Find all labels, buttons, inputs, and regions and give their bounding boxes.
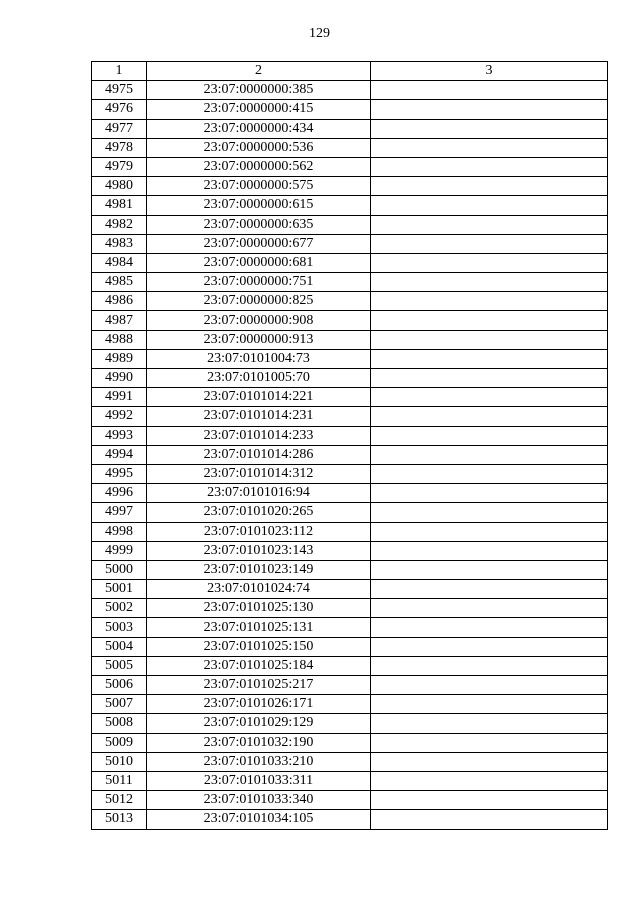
note-cell — [371, 157, 608, 176]
table-row — [92, 311, 608, 330]
table-row — [92, 484, 608, 503]
cadastral-number-cell: 23:07:0101014:221 — [147, 388, 371, 407]
note-cell — [371, 618, 608, 637]
cadastral-number-cell: 23:07:0101025:131 — [147, 618, 371, 637]
row-number-cell: 4980 — [92, 177, 147, 196]
column-header-1: 1 — [92, 62, 147, 81]
note-cell — [371, 503, 608, 522]
cadastral-number-cell: 23:07:0101016:94 — [147, 484, 371, 503]
note-cell — [371, 388, 608, 407]
row-number-cell: 5005 — [92, 656, 147, 675]
row-number-cell: 4982 — [92, 215, 147, 234]
cadastral-number-cell: 23:07:0000000:635 — [147, 215, 371, 234]
table-row — [92, 733, 608, 752]
row-number-cell: 4987 — [92, 311, 147, 330]
note-cell — [371, 637, 608, 656]
table-row — [92, 138, 608, 157]
note-cell — [371, 752, 608, 771]
row-number-cell: 4981 — [92, 196, 147, 215]
note-cell — [371, 695, 608, 714]
table-row — [92, 560, 608, 579]
cadastral-number-cell: 23:07:0101014:286 — [147, 445, 371, 464]
note-cell — [371, 676, 608, 695]
note-cell — [371, 100, 608, 119]
table-row — [92, 714, 608, 733]
table-row — [92, 541, 608, 560]
table-row — [92, 522, 608, 541]
table-row — [92, 330, 608, 349]
note-cell — [371, 215, 608, 234]
table-row — [92, 292, 608, 311]
note-cell — [371, 253, 608, 272]
row-number-cell: 4979 — [92, 157, 147, 176]
table-row — [92, 464, 608, 483]
table-row — [92, 752, 608, 771]
row-number-cell: 5003 — [92, 618, 147, 637]
cadastral-number-cell: 23:07:0101014:231 — [147, 407, 371, 426]
cadastral-number-cell: 23:07:0101025:217 — [147, 676, 371, 695]
cadastral-number-cell: 23:07:0101024:74 — [147, 580, 371, 599]
table-header-row — [92, 62, 608, 81]
table-row — [92, 215, 608, 234]
cadastral-number-cell: 23:07:0000000:434 — [147, 119, 371, 138]
table-row — [92, 177, 608, 196]
table-row — [92, 253, 608, 272]
cadastral-number-cell: 23:07:0101025:130 — [147, 599, 371, 618]
table-row — [92, 503, 608, 522]
table-row — [92, 119, 608, 138]
note-cell — [371, 234, 608, 253]
note-cell — [371, 426, 608, 445]
cadastral-number-cell: 23:07:0101029:129 — [147, 714, 371, 733]
row-number-cell: 5006 — [92, 676, 147, 695]
note-cell — [371, 330, 608, 349]
note-cell — [371, 484, 608, 503]
registry-table — [91, 61, 608, 830]
cadastral-number-cell: 23:07:0000000:385 — [147, 81, 371, 100]
row-number-cell: 5012 — [92, 791, 147, 810]
table-row — [92, 676, 608, 695]
cadastral-number-cell: 23:07:0000000:913 — [147, 330, 371, 349]
cadastral-number-cell: 23:07:0000000:681 — [147, 253, 371, 272]
note-cell — [371, 273, 608, 292]
note-cell — [371, 445, 608, 464]
cadastral-number-cell: 23:07:0000000:415 — [147, 100, 371, 119]
row-number-cell: 5002 — [92, 599, 147, 618]
note-cell — [371, 292, 608, 311]
note-cell — [371, 599, 608, 618]
table-row — [92, 810, 608, 829]
cadastral-number-cell: 23:07:0101033:210 — [147, 752, 371, 771]
table-row — [92, 791, 608, 810]
column-header-3: 3 — [371, 62, 608, 81]
note-cell — [371, 656, 608, 675]
row-number-cell: 4984 — [92, 253, 147, 272]
note-cell — [371, 196, 608, 215]
table-row — [92, 388, 608, 407]
row-number-cell: 4994 — [92, 445, 147, 464]
row-number-cell: 4985 — [92, 273, 147, 292]
table-row — [92, 695, 608, 714]
table-row — [92, 81, 608, 100]
row-number-cell: 4988 — [92, 330, 147, 349]
table-body — [92, 81, 608, 829]
row-number-cell: 5004 — [92, 637, 147, 656]
row-number-cell: 5000 — [92, 560, 147, 579]
table-row — [92, 771, 608, 790]
note-cell — [371, 580, 608, 599]
note-cell — [371, 522, 608, 541]
note-cell — [371, 464, 608, 483]
cadastral-number-cell: 23:07:0101020:265 — [147, 503, 371, 522]
row-number-cell: 5007 — [92, 695, 147, 714]
table-row — [92, 273, 608, 292]
table-row — [92, 157, 608, 176]
row-number-cell: 4976 — [92, 100, 147, 119]
cadastral-number-cell: 23:07:0101026:171 — [147, 695, 371, 714]
cadastral-number-cell: 23:07:0000000:825 — [147, 292, 371, 311]
row-number-cell: 4997 — [92, 503, 147, 522]
cadastral-number-cell: 23:07:0101023:112 — [147, 522, 371, 541]
cadastral-number-cell: 23:07:0101014:312 — [147, 464, 371, 483]
table-row — [92, 407, 608, 426]
row-number-cell: 5008 — [92, 714, 147, 733]
row-number-cell: 4986 — [92, 292, 147, 311]
cadastral-number-cell: 23:07:0101025:150 — [147, 637, 371, 656]
note-cell — [371, 810, 608, 829]
row-number-cell: 4992 — [92, 407, 147, 426]
row-number-cell: 4996 — [92, 484, 147, 503]
cadastral-number-cell: 23:07:0000000:562 — [147, 157, 371, 176]
cadastral-number-cell: 23:07:0101014:233 — [147, 426, 371, 445]
cadastral-number-cell: 23:07:0101025:184 — [147, 656, 371, 675]
row-number-cell: 4999 — [92, 541, 147, 560]
note-cell — [371, 119, 608, 138]
note-cell — [371, 138, 608, 157]
cadastral-number-cell: 23:07:0000000:615 — [147, 196, 371, 215]
table-row — [92, 369, 608, 388]
note-cell — [371, 81, 608, 100]
table-row — [92, 599, 608, 618]
row-number-cell: 4993 — [92, 426, 147, 445]
cadastral-number-cell: 23:07:0101023:143 — [147, 541, 371, 560]
note-cell — [371, 714, 608, 733]
cadastral-number-cell: 23:07:0101005:70 — [147, 369, 371, 388]
table-row — [92, 637, 608, 656]
note-cell — [371, 560, 608, 579]
table-row — [92, 445, 608, 464]
table-row — [92, 618, 608, 637]
note-cell — [371, 369, 608, 388]
row-number-cell: 4983 — [92, 234, 147, 253]
cadastral-number-cell: 23:07:0101033:311 — [147, 771, 371, 790]
note-cell — [371, 733, 608, 752]
note-cell — [371, 771, 608, 790]
row-number-cell: 5011 — [92, 771, 147, 790]
cadastral-number-cell: 23:07:0101032:190 — [147, 733, 371, 752]
column-header-2: 2 — [147, 62, 371, 81]
note-cell — [371, 407, 608, 426]
row-number-cell: 5010 — [92, 752, 147, 771]
table-row — [92, 100, 608, 119]
table-row — [92, 580, 608, 599]
row-number-cell: 5013 — [92, 810, 147, 829]
cadastral-number-cell: 23:07:0000000:536 — [147, 138, 371, 157]
row-number-cell: 4978 — [92, 138, 147, 157]
row-number-cell: 4975 — [92, 81, 147, 100]
page-number: 129 — [309, 26, 330, 41]
note-cell — [371, 177, 608, 196]
note-cell — [371, 349, 608, 368]
row-number-cell: 5001 — [92, 580, 147, 599]
table-row — [92, 426, 608, 445]
row-number-cell: 4990 — [92, 369, 147, 388]
cadastral-number-cell: 23:07:0000000:751 — [147, 273, 371, 292]
cadastral-number-cell: 23:07:0000000:908 — [147, 311, 371, 330]
table-row — [92, 196, 608, 215]
row-number-cell: 5009 — [92, 733, 147, 752]
note-cell — [371, 541, 608, 560]
cadastral-number-cell: 23:07:0000000:575 — [147, 177, 371, 196]
note-cell — [371, 311, 608, 330]
table-row — [92, 349, 608, 368]
row-number-cell: 4989 — [92, 349, 147, 368]
table-row — [92, 234, 608, 253]
note-cell — [371, 791, 608, 810]
row-number-cell: 4998 — [92, 522, 147, 541]
cadastral-number-cell: 23:07:0101004:73 — [147, 349, 371, 368]
cadastral-number-cell: 23:07:0101034:105 — [147, 810, 371, 829]
cadastral-number-cell: 23:07:0101023:149 — [147, 560, 371, 579]
row-number-cell: 4977 — [92, 119, 147, 138]
row-number-cell: 4995 — [92, 464, 147, 483]
table-row — [92, 656, 608, 675]
cadastral-number-cell: 23:07:0101033:340 — [147, 791, 371, 810]
cadastral-number-cell: 23:07:0000000:677 — [147, 234, 371, 253]
row-number-cell: 4991 — [92, 388, 147, 407]
